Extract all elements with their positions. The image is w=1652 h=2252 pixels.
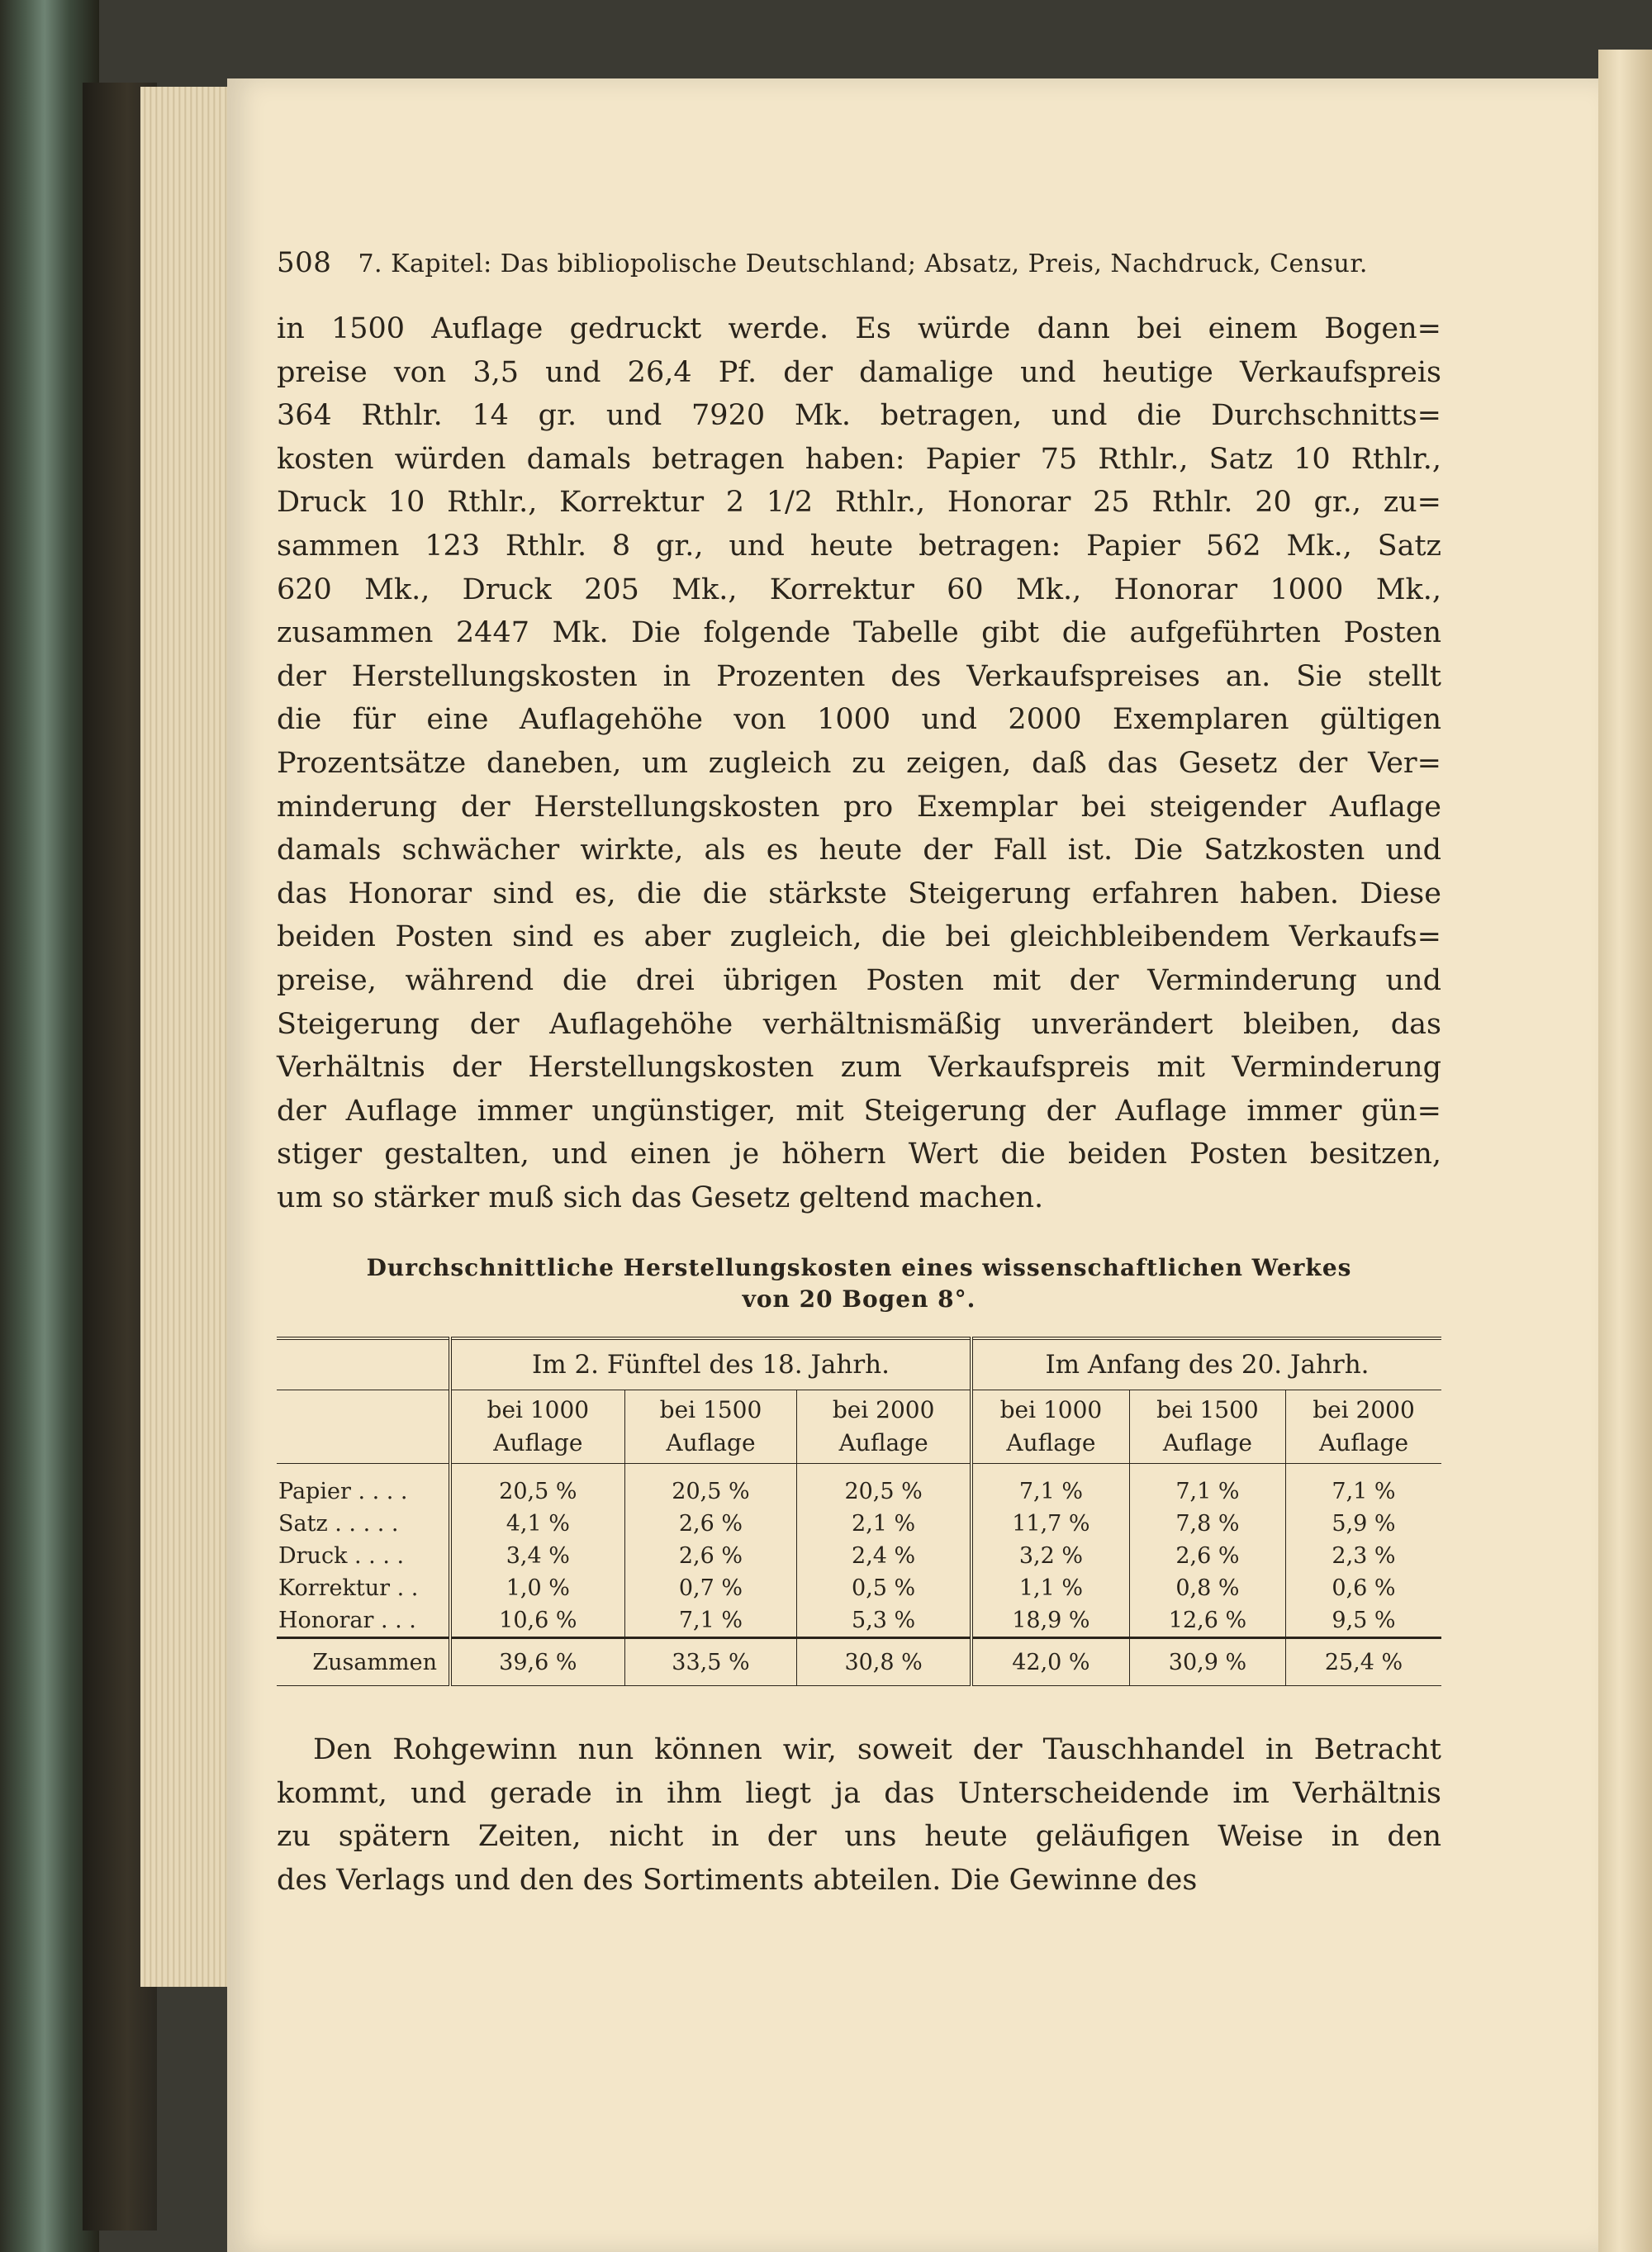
table-caption: [277, 1252, 1441, 1315]
column-header-text: bei 2000: [832, 1396, 935, 1423]
table-cell: 3,4 %: [450, 1540, 624, 1572]
table-cell: 11,7 %: [971, 1508, 1129, 1540]
paragraph-2-line: zu spätern Zeiten, nicht in der uns heute geläufigen Weise in den: [277, 1820, 1441, 1854]
page-block-edges: [140, 87, 231, 1987]
total-cell: 39,6 %: [450, 1638, 624, 1686]
table-cell: 9,5 %: [1286, 1604, 1441, 1638]
paragraph-1-line: 620 Mk., Druck 205 Mk., Korrektur 60 Mk., Honorar 1000 Mk.,: [277, 573, 1441, 606]
table-cell: 2,4 %: [797, 1540, 971, 1572]
paragraph-2: [277, 1728, 1441, 1902]
total-cell: 33,5 %: [624, 1638, 797, 1686]
column-header-text: Auflage: [666, 1429, 756, 1456]
paragraph-1-line: Verhältnis der Herstellungskosten zum Verkaufspreis mit Verminderung: [277, 1051, 1441, 1085]
total-cell: 25,4 %: [1286, 1638, 1441, 1686]
row-label: Druck . . . .: [278, 1543, 405, 1569]
total-cell: 42,0 %: [971, 1638, 1129, 1686]
paragraph-1-line: damals schwächer wirkte, als es heute der Fall ist. Die Satzkosten und: [277, 834, 1441, 867]
table-cell: 2,3 %: [1286, 1540, 1441, 1572]
table-cell: 1,0 %: [450, 1572, 624, 1604]
total-label: Zusammen: [277, 1638, 450, 1686]
page-number: 508: [277, 246, 332, 279]
table-cell: 7,1 %: [971, 1464, 1129, 1508]
table-cell: 2,1 %: [797, 1508, 971, 1540]
table-row: [277, 1604, 1441, 1638]
table-caption-line-1: Durchschnittliche Herstellungskosten eines wissenschaftlichen Werkes: [366, 1254, 1352, 1281]
table-row: [277, 1464, 1441, 1508]
row-label: Papier . . . .: [278, 1479, 408, 1504]
table-row: [277, 1540, 1441, 1572]
table-cell: 5,3 %: [797, 1604, 971, 1638]
table-caption-line-2: von 20 Bogen 8°.: [742, 1285, 976, 1313]
row-label: Honorar . . .: [278, 1608, 416, 1633]
paragraph-1-line: Steigerung der Auflagehöhe verhältnismäßig unverändert bleiben, das: [277, 1007, 1441, 1041]
table-cell: 2,6 %: [1129, 1540, 1285, 1572]
paragraph-2-line: kommt, und gerade in ihm liegt ja das Unterscheidende im Verhältnis: [277, 1776, 1441, 1810]
column-header-text: Auflage: [493, 1429, 583, 1456]
running-head: [277, 246, 1441, 279]
stub-column-header: [277, 1390, 450, 1464]
paragraph-2-line: Den Rohgewinn nun können wir, soweit der Tauschhandel in Betracht: [313, 1733, 1441, 1766]
table-cell: 20,5 %: [797, 1464, 971, 1508]
table-cell: 0,7 %: [624, 1572, 797, 1604]
paragraph-1-line: minderung der Herstellungskosten pro Exemplar bei steigender Auflage: [277, 790, 1441, 824]
total-cell: 30,9 %: [1129, 1638, 1285, 1686]
paragraph-1-line: preise, während die drei übrigen Posten mit der Verminderung und: [277, 963, 1441, 997]
total-cell: 30,8 %: [797, 1638, 971, 1686]
row-label: Satz . . . . .: [278, 1511, 399, 1537]
table-cell: 20,5 %: [450, 1464, 624, 1508]
table-row: [277, 1508, 1441, 1540]
column-header-text: Auflage: [838, 1429, 928, 1456]
paragraph-1-line: kosten würden damals betragen haben: Papier 75 Rthlr., Satz 10 Rthlr.,: [277, 442, 1441, 476]
paragraph-1-line: sammen 123 Rthlr. 8 gr., und heute betragen: Papier 562 Mk., Satz: [277, 529, 1441, 563]
paragraph-1-line: Druck 10 Rthlr., Korrektur 2 1/2 Rthlr., Honorar 25 Rthlr. 20 gr., zu=: [277, 486, 1441, 520]
table-cell: 1,1 %: [971, 1572, 1129, 1604]
table-cell: 0,5 %: [797, 1572, 971, 1604]
column-header: [450, 1390, 624, 1464]
table-cell: 20,5 %: [624, 1464, 797, 1508]
column-header-text: bei 1000: [487, 1396, 590, 1423]
column-header: [624, 1390, 797, 1464]
paragraph-1-line: die für eine Auflagehöhe von 1000 und 2000 Exemplaren gültigen: [277, 703, 1441, 737]
group-header-20th: Im Anfang des 20. Jahrh.: [971, 1338, 1441, 1390]
column-header: [971, 1390, 1129, 1464]
table-cell: 2,6 %: [624, 1540, 797, 1572]
table-cell: 0,6 %: [1286, 1572, 1441, 1604]
table-cell: 7,1 %: [624, 1604, 797, 1638]
group-header-18th: Im 2. Fünftel des 18. Jahrh.: [450, 1338, 971, 1390]
chapter-title: 7. Kapitel: Das bibliopolische Deutschland; Absatz, Preis, Nachdruck, Censur.: [358, 249, 1368, 278]
facing-page-edge: [1598, 50, 1652, 2252]
paragraph-1-line: der Herstellungskosten in Prozenten des Verkaufspreises an. Sie stellt: [277, 659, 1441, 693]
cost-table: [277, 1337, 1441, 1686]
table-cell: 7,1 %: [1129, 1464, 1285, 1508]
table-cell: 3,2 %: [971, 1540, 1129, 1572]
column-header-text: bei 1000: [999, 1396, 1103, 1423]
table-cell: 12,6 %: [1129, 1604, 1285, 1638]
table-cell: 18,9 %: [971, 1604, 1129, 1638]
paragraph-1-line: in 1500 Auflage gedruckt werde. Es würde dann bei einem Bogen=: [277, 312, 1441, 345]
column-header-text: Auflage: [1162, 1429, 1252, 1456]
paragraph-1-line: das Honorar sind es, die die stärkste Steigerung erfahren haben. Diese: [277, 877, 1441, 910]
table-cell: 10,6 %: [450, 1604, 624, 1638]
paragraph-1-line: preise von 3,5 und 26,4 Pf. der damalige und heutige Verkaufspreis: [277, 355, 1441, 389]
paragraph-1-line: zusammen 2447 Mk. Die folgende Tabelle gibt die aufgeführten Posten: [277, 616, 1441, 650]
table-cell: 7,8 %: [1129, 1508, 1285, 1540]
column-header: [797, 1390, 971, 1464]
table-cell: 7,1 %: [1286, 1464, 1441, 1508]
column-header-text: Auflage: [1318, 1429, 1409, 1456]
paragraph-1: [277, 307, 1441, 1219]
row-label: Korrektur . .: [278, 1575, 419, 1601]
table-row: [277, 1572, 1441, 1604]
table-cell: 4,1 %: [450, 1508, 624, 1540]
paragraph-1-line: Prozentsätze daneben, um zugleich zu zeigen, daß das Gesetz der Ver=: [277, 746, 1441, 780]
column-header-text: Auflage: [1006, 1429, 1096, 1456]
column-header-text: bei 1500: [659, 1396, 762, 1423]
table-cell: 2,6 %: [624, 1508, 797, 1540]
column-header-text: bei 2000: [1313, 1396, 1415, 1423]
paragraph-1-line: beiden Posten sind es aber zugleich, die bei gleichbleibendem Verkaufs=: [277, 920, 1441, 954]
paragraph-1-line: der Auflage immer ungünstiger, mit Steigerung der Auflage immer gün=: [277, 1094, 1441, 1128]
stub-header: [277, 1338, 450, 1390]
column-header-text: bei 1500: [1156, 1396, 1259, 1423]
table-cell: 5,9 %: [1286, 1508, 1441, 1540]
paragraph-2-line: des Verlags und den des Sortiments abteilen. Die Gewinne des: [277, 1863, 1198, 1897]
table-cell: 0,8 %: [1129, 1572, 1285, 1604]
paragraph-1-line: 364 Rthlr. 14 gr. und 7920 Mk. betragen, und die Durchschnitts=: [277, 399, 1441, 433]
total-row: [277, 1638, 1441, 1686]
column-header: [1129, 1390, 1285, 1464]
paragraph-1-line: um so stärker muß sich das Gesetz geltend machen.: [277, 1181, 1044, 1214]
paragraph-1-line: stiger gestalten, und einen je höhern Wert die beiden Posten besitzen,: [277, 1138, 1441, 1171]
column-header: [1286, 1390, 1441, 1464]
